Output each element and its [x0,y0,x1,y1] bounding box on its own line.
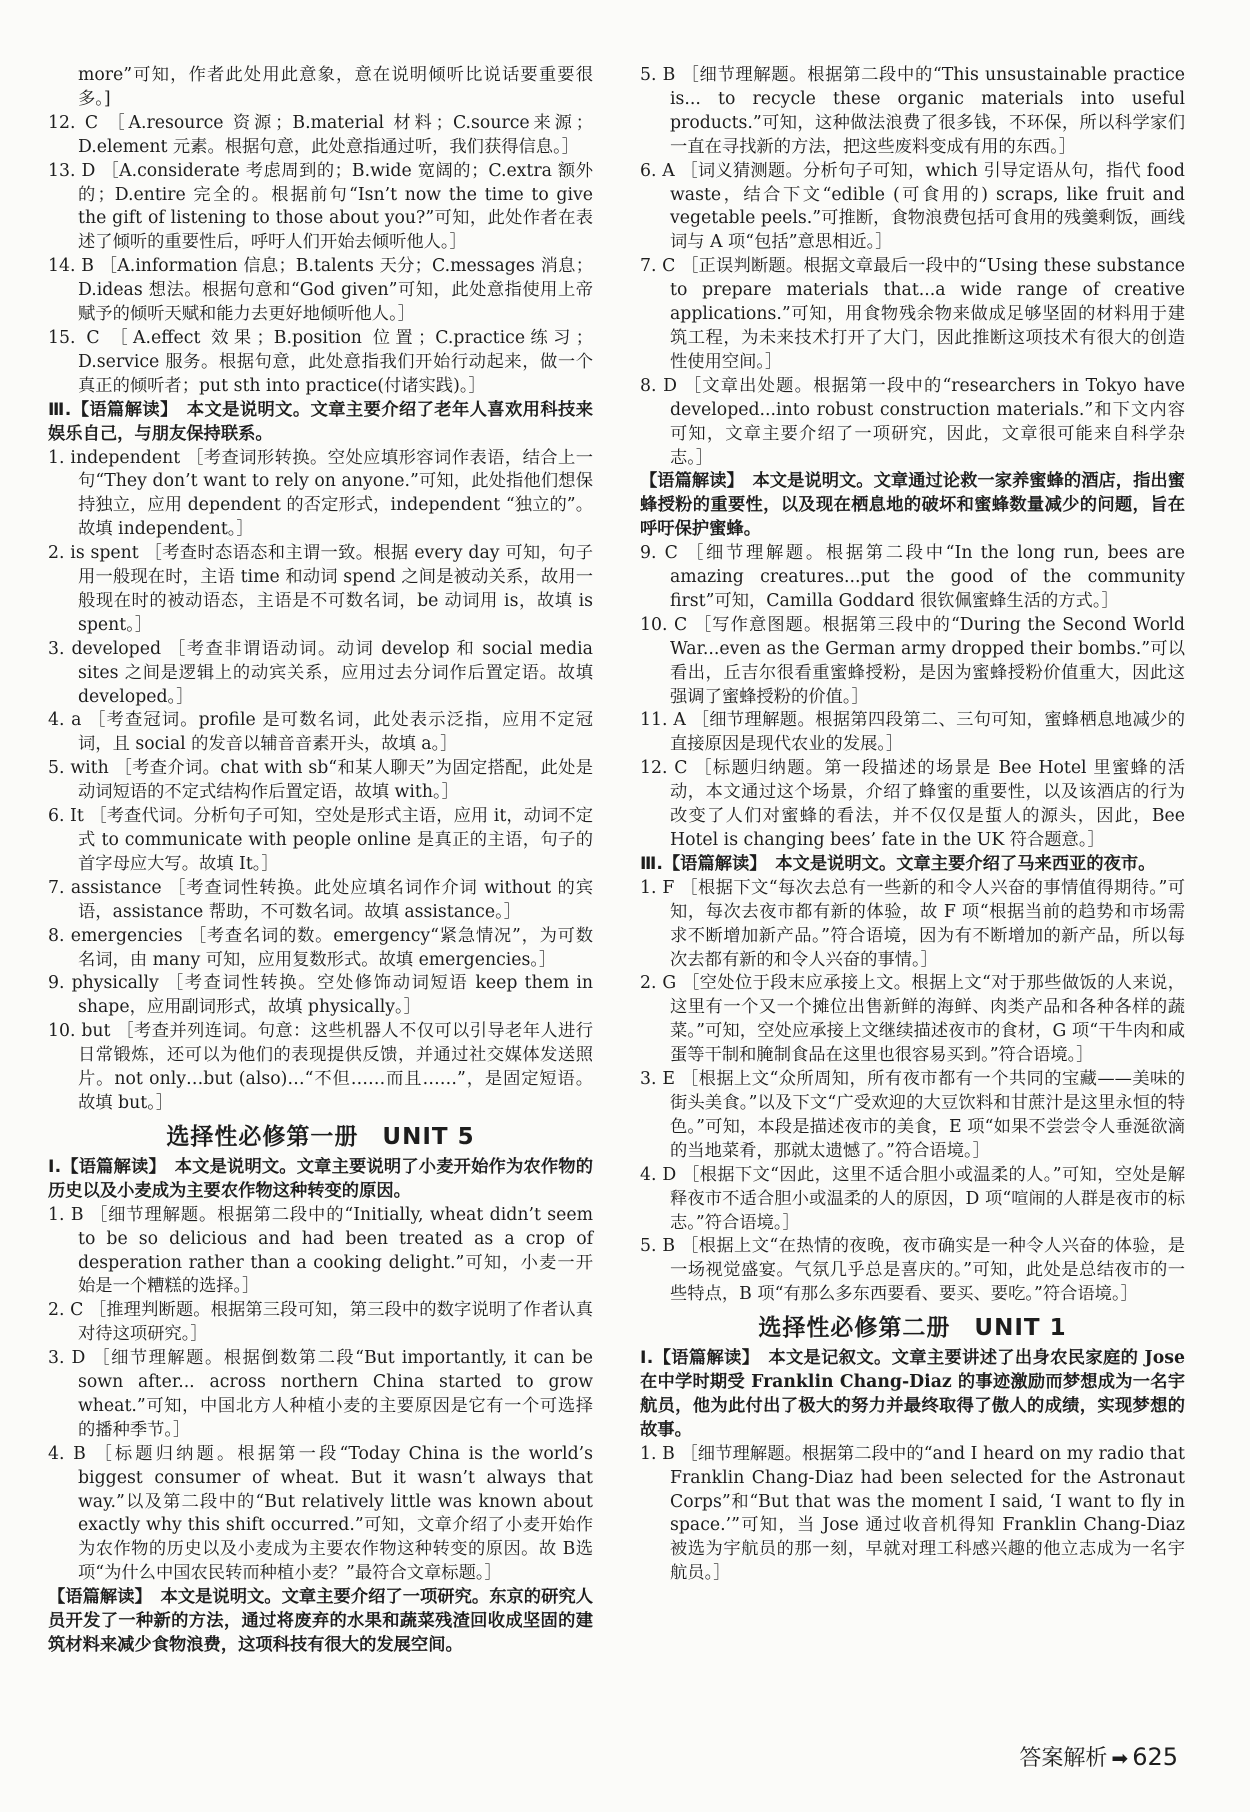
answer-item: 3. E ［根据上文“众所周知，所有夜市都有一个共同的宝藏——美味的街头美食。”以及下文“广受欢迎的大豆饮料和甘蔗汁是这里永恒的特色。”可知，本段是描述夜市的美食，E 项“如果不尝尝令人垂涎欲滴的当地菜肴，那就太遗憾了。”符合语境。］ [640,1069,1185,1161]
answer-item: 12. C ［标题归纳题。第一段描述的场景是 Bee Hotel 里蜜蜂的活动，本文通过这个场景，介绍了蜂蜜的重要性，以及该酒店的行为改变了人们对蜜蜂的看法，并不仅仅是蜇人的源头，因此，Bee Hotel is changing bees’ fate in the UK 符合题意。］ [640,758,1185,850]
answer-item: 8. emergencies ［考查名词的数。emergency“紧急情况”，为可数名词，由 many 可知，应用复数形式。故填 emergencies。］ [48,925,593,970]
footer-label: 答案解析 [1019,1746,1108,1771]
page-number: 625 [1132,1743,1178,1771]
section-heading-unit1: 选择性必修第二册 UNIT 1 [758,1315,1067,1342]
answer-item: 7. assistance ［考查词性转换。此处应填名词作介词 without 的宾语，assistance 帮助，不可数名词。故填 assistance。］ [48,877,593,922]
answer-list-grammar [48,447,593,1116]
answer-item: 14. B ［A.information 信息；B.talents 天分；C.messages 消息；D.ideas 想法。根据句意和“God given”可知，此处意指使用上帝赋予的倾听天赋和能力去更好地倾听他人。］ [48,256,593,325]
answer-item: 1. B ［细节理解题。根据第二段中的“Initially, wheat didn’t seem to be so delicious and had been treated as a crop of desperation rather than a cooking delight.”可知，小麦一开始是一个糟糕的选择。］ [48,1204,593,1297]
continued-text: more”可知，作者此处用此意象，意在说明倾听比说话要重要很多。] [78,65,593,109]
answer-item: 5. with ［考查介词。chat with sb“和某人聊天”为固定搭配，此处是动词短语的不定式结构作后置定语，故填 with。］ [48,758,593,803]
answer-item: 7. C ［正误判断题。根据文章最后一段中的“Using these substance to prepare materials that...a wide range of creative applications.”可知，用食物残余物来做成足够坚固的材料用于建筑工程，为未来技术打开了大门，因此推断这项技术有很大的创造性使用空间。］ [640,256,1185,372]
answer-item: 4. a ［考查冠词。profile 是可数名词，此处表示泛指，应用不定冠词，且 social 的发音以辅音音素开头，故填 a。］ [48,710,593,755]
section-heading-unit5: 选择性必修第一册 UNIT 5 [166,1123,475,1150]
answer-item: 5. B ［细节理解题。根据第二段中的“This unsustainable practice is... to recycle these organic materials into useful products.”可知，这种做法浪费了很多钱，不环保，所以科学家们一直在寻找新的方法，把这些废料变成有用的东西。］ [640,65,1185,157]
answer-list-reading-e [640,1443,1185,1586]
answer-item: 10. but ［考查并列连词。句意：这些机器人不仅可以引导老年人进行日常锻炼，还可以为他们的表现提供反馈，并通过社交媒体发送照片。not only…but (also)…“不但……而且……”，是固定短语。故填 but。］ [48,1021,593,1113]
answer-list-vocab [48,112,593,399]
answer-item: 1. independent ［考查词形转换。空处应填形容词作表语，结合上一句“They don’t want to rely on anyone.”可知，此处指他们想保持独立，应用 dependent 的否定形式，independent “独立的”。故填 independent。］ [48,447,593,540]
answer-item: 2. is spent ［考查时态语态和主谓一致。根据 every day 可知，句子用一般现在时，主语 time 和动词 spend 之间是被动关系，故用一般现在时的被动语态，主语是不可数名词，be 动词用 is，故填 is spent。］ [48,543,593,635]
right-column [640,64,1185,1586]
answer-list-reading-a [48,1204,593,1587]
answer-item: 2. G ［空处位于段末应承接上文。根据上文“对于那些做饭的人来说，这里有一个又一个摊位出售新鲜的海鲜、肉类产品和各种各样的蔬菜。”可知，空处应承接上文继续描述夜市的食材，G 项“干牛肉和咸蛋等干制和腌制食品在这里也很容易买到。”符合语境。］ [640,973,1185,1066]
answer-item: 3. developed ［考查非谓语动词。动词 develop 和 social media sites 之间是逻辑上的动宾关系，应用过去分词作后置定语。故填 developed。］ [48,638,593,707]
passage-summary-b: 【语篇解读】 本文是说明文。文章主要介绍了一项研究。东京的研究人员开发了一种新的方法，通过将废弃的水果和蔬菜残渣回收成坚固的建筑材料来减少食物浪费，这项科技有很大的发展空间。 [48,1587,593,1655]
left-column [48,64,593,1658]
answer-list-reading-b [640,64,1185,470]
answer-item: 5. B ［根据上文“在热情的夜晚，夜市确实是一种令人兴奋的体验，是一场视觉盛宴。气氛几乎总是喜庆的。”可知，此处是总结夜市的一些特点，B 项“有那么多东西要看、要买、要吃。”符合语境。］ [640,1236,1185,1305]
arrow-right-icon: ➡ [1111,1746,1129,1770]
answer-list-reading-c [640,542,1185,853]
answer-item: 6. It ［考查代词。分析句子可知，空处是形式主语，应用 it，动词不定式 to communicate with people online 是真正的主语，句子的首字母应大写。故填 It。］ [48,806,593,874]
answer-item: 2. C ［推理判断题。根据第三段可知，第三段中的数字说明了作者认真对待这项研究。］ [48,1300,593,1345]
passage-summary-c: 【语篇解读】 本文是说明文。文章通过论救一家养蜜蜂的酒店，指出蜜蜂授粉的重要性，以及现在栖息地的破坏和蜜蜂数量减少的问题，旨在呼吁保护蜜蜂。 [640,471,1185,540]
answer-item: 4. D ［根据下文“因此，这里不适合胆小或温柔的人。”可知，空处是解释夜市不适合胆小或温柔的人的原因，D 项“喧闹的人群是夜市的标志。”符合语境。］ [640,1164,1185,1233]
answer-item: 6. A ［词义猜测题。分析句子可知，which 引导定语从句，指代 food waste，结合下文“edible (可食用的) scraps, like fruit and vegetable peels.”可推断，食物浪费包括可食用的残羹剩饭，画线词与 A 项“包括”意思相近。］ [640,160,1185,253]
answer-item: 1. F ［根据下文“每次去总有一些新的和令人兴奋的事情值得期待。”可知，每次去夜市都有新的体验，故 F 项“根据当前的趋势和市场需求不断增加新产品。”符合语境，因为有不断增加的新产品，所以每次去都有新的和令人兴奋的事情。］ [640,877,1185,970]
answer-item: 4. B ［标题归纳题。根据第一段“Today China is the world’s biggest consumer of wheat. But it wasn’t always that way.”以及第二段中的“But relatively little was known about exactly why this shift occurred.”可知，文章介绍了小麦开始作为农作物的历史以及小麦成为主要农作物这种转变的原因。故 B选项“为什么中国农民转而种植小麦？”最符合文章标题。］ [48,1443,593,1584]
answer-item: 9. physically ［考查词性转换。空处修饰动词短语 keep them in shape，应用副词形式，故填 physically。］ [48,973,593,1018]
answer-item: 9. C ［细节理解题。根据第二段中“In the long run, bees are amazing creatures...put the good of the community first”可知，Camilla Goddard 很钦佩蜜蜂生活的方式。］ [640,543,1185,611]
passage-summary-u5: Ⅰ.【语篇解读】 本文是说明文。文章主要说明了小麦开始作为农作物的历史以及小麦成为主要农作物这种转变的原因。 [48,1156,593,1201]
answer-item: 11. A ［细节理解题。根据第四段第二、三句可知，蜜蜂栖息地减少的直接原因是现代农业的发展。］ [640,710,1185,755]
passage-summary-e: Ⅰ.【语篇解读】 本文是记叙文。文章主要讲述了出身农民家庭的 Jose 在中学时期受 Franklin Chang-Diaz 的事迹激励而梦想成为一名宇航员，他为此付出了极大的努力并最终取得了傲人的成绩，实现梦想的故事。 [640,1348,1185,1440]
answer-item: 3. D ［细节理解题。根据倒数第二段“But importantly, it can be sown after... across northern China started to grow wheat.”可知，中国北方人种植小麦的主要原因是它有一个可选择的播种季节。］ [48,1348,593,1440]
page-footer [1019,1741,1178,1772]
answer-list-seven-choice [640,877,1185,1307]
passage-summary-3: Ⅲ.【语篇解读】 本文是说明文。文章主要介绍了老年人喜欢用科技来娱乐自己，与朋友保持联系。 [48,399,593,444]
answer-item: 13. D ［A.considerate 考虑周到的；B.wide 宽阔的；C.extra 额外的；D.entire 完全的。根据前句“Isn’t now the time to give the gift of listening to those about you?”可知，此处作者在表述了倾听的重要性后，呼吁人们开始去倾听他人。］ [48,160,593,253]
answer-item: 15. C ［A.effect 效果；B.position 位置；C.practice练习；D.service 服务。根据句意，此处意指我们开始行动起来，做一个真正的倾听者；put sth into practice(付诸实践)。］ [48,327,593,396]
answer-item: 1. B ［细节理解题。根据第二段中的“and I heard on my radio that Franklin Chang-Diaz had been selected for the Astronaut Corps”和“But that was the moment I said, ‘I want to fly in space.’”可知，当 Jose 通过收音机得知 Franklin Chang-Diaz 被选为宇航员的那一刻，早就对理工科感兴趣的他立志成为一名宇航员。］ [640,1443,1185,1584]
passage-summary-d: Ⅲ.【语篇解读】 本文是说明文。文章主要介绍了马来西亚的夜市。 [640,853,1156,874]
answer-item: 8. D ［文章出处题。根据第一段中的“researchers in Tokyo have developed...into robust construction materials.”和下文内容可知，文章主要介绍了一项研究，因此，文章很可能来自科学杂志。］ [640,375,1185,468]
answer-item: 10. C ［写作意图题。根据第三段中的“During the Second World War...even as the German army dropped their bombs.”可以看出，丘吉尔很看重蜜蜂授粉，是因为蜜蜂授粉价值重大，因此这强调了蜜蜂授粉的价值。］ [640,614,1185,707]
answer-item: 12. C ［A.resource 资源；B.material 材料；C.source来源；D.element 元素。根据句意，此处意指通过听，我们获得信息。］ [48,112,593,157]
